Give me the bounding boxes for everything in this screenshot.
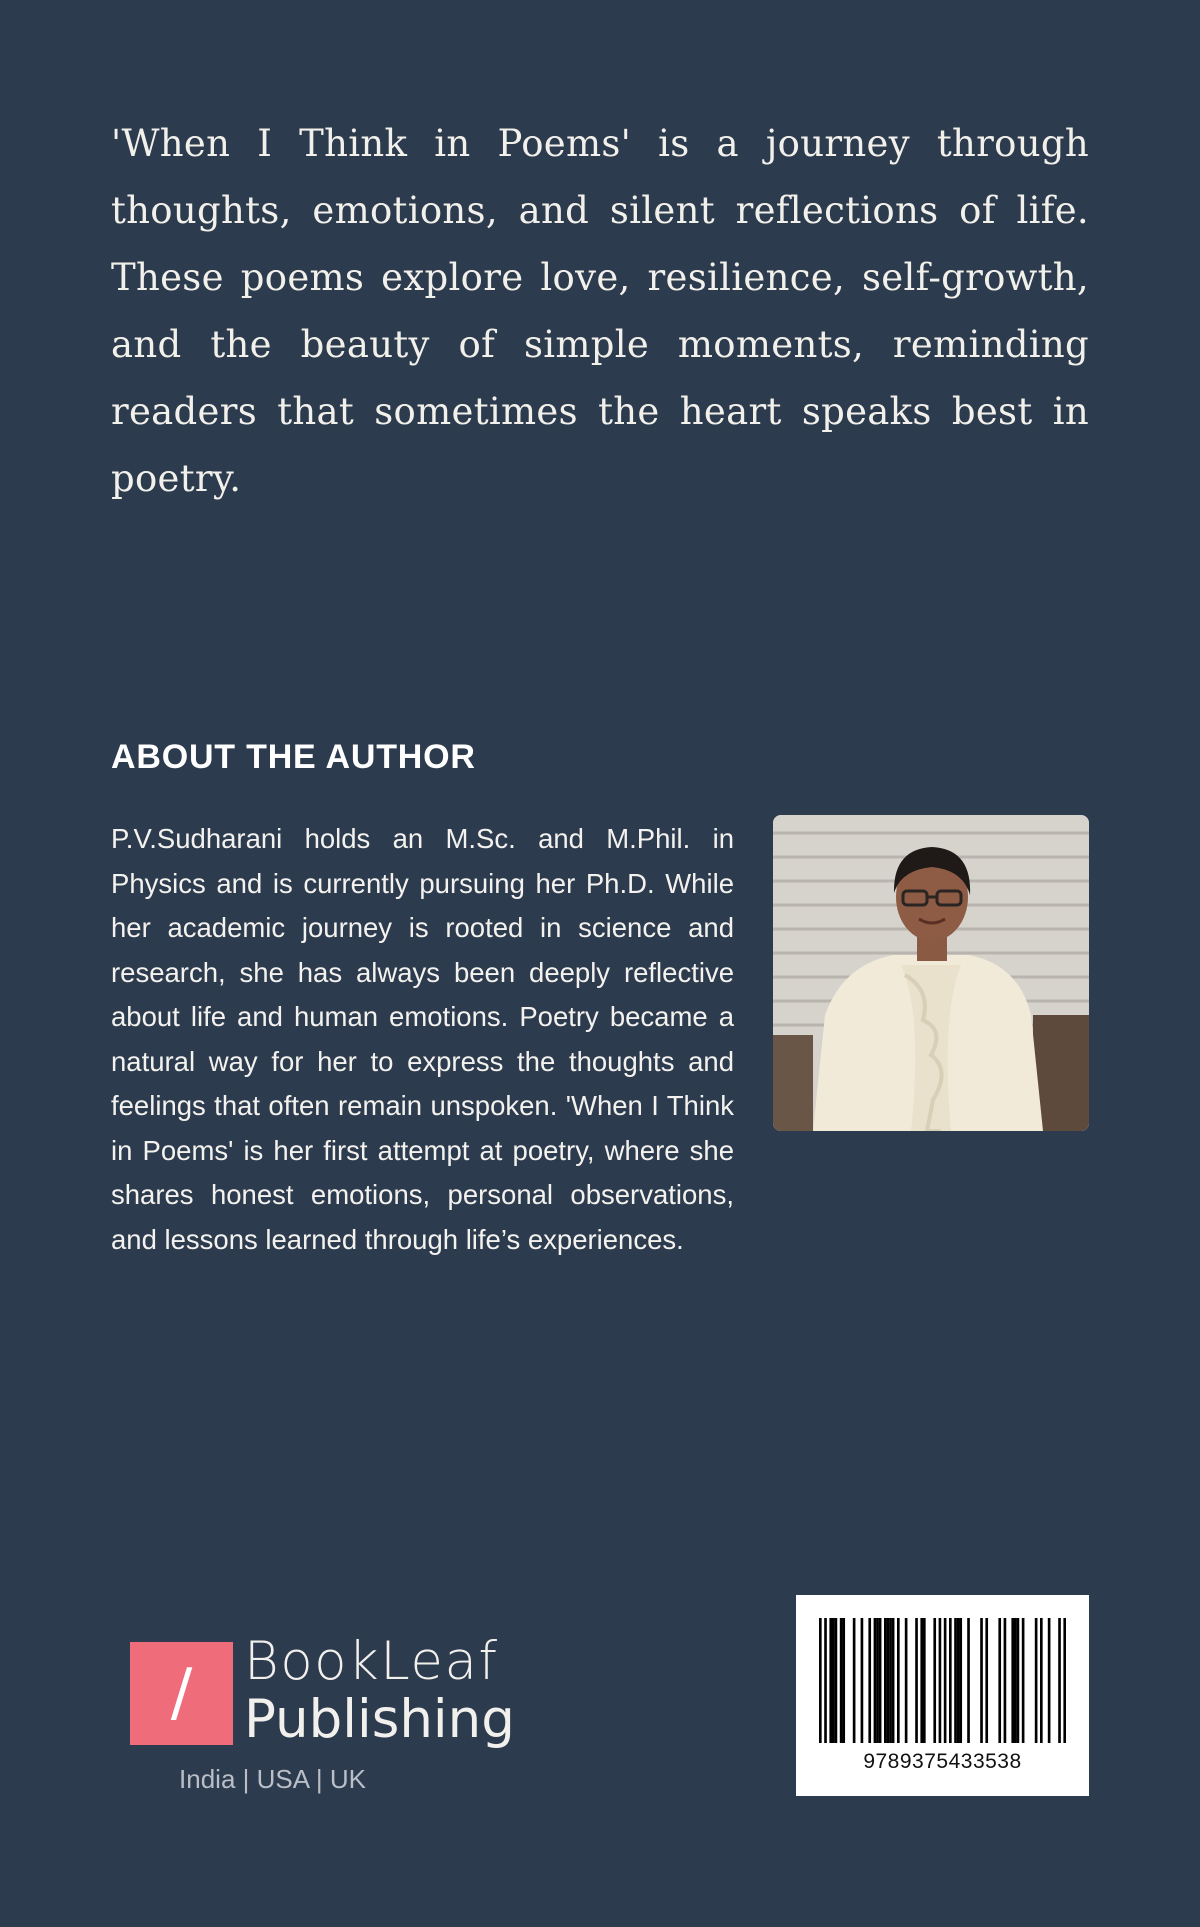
barcode-bar: [1004, 1618, 1007, 1743]
barcode-bar: [980, 1618, 983, 1743]
barcode-bar: [998, 1618, 1001, 1743]
barcode-bar: [959, 1618, 962, 1743]
publisher-name-line2: Publishing: [244, 1689, 515, 1750]
author-bio: P.V.Sudharani holds an M.Sc. and M.Phil. in Physics and is currently pursuing her Ph.D. While her academic journey is rooted in science and research, she has always been deeply reflective about life and human emotions. Poetry became a natural way for her to express the thoughts and feelings that often remain unspoken. 'When I Think in Poems' is her first attempt at poetry, where she shares honest emotions, personal observations, and lessons learned through life’s experiences.: [111, 823, 734, 1255]
publisher-regions: India | USA | UK: [179, 1764, 366, 1794]
barcode-bar: [876, 1618, 879, 1743]
barcode-bar: [967, 1618, 970, 1743]
barcode-bar: [1017, 1618, 1020, 1743]
barcode-bar: [889, 1618, 892, 1743]
barcode-bar: [897, 1618, 900, 1743]
barcode-bar: [887, 1618, 890, 1743]
slash-icon: /: [170, 1656, 193, 1730]
barcode-bar: [949, 1618, 952, 1743]
isbn-barcode: [796, 1595, 1089, 1796]
barcode-bar: [1022, 1618, 1025, 1743]
book-blurb: 'When I Think in Poems' is a journey through thoughts, emotions, and silent reflections of life. These poems explore love, resilience, self-growth, and the beauty of simple moments, reminding readers that sometimes the heart speaks best in poetry.: [111, 122, 1089, 500]
author-photo: [773, 815, 1089, 1131]
barcode-bar: [868, 1618, 871, 1743]
isbn-number: 9789375433538: [863, 1750, 1022, 1773]
barcode-bar: [1058, 1618, 1061, 1743]
barcode-bar: [879, 1618, 882, 1743]
barcode-bar: [835, 1618, 838, 1743]
barcode-bar: [884, 1618, 887, 1743]
barcode-bar: [933, 1618, 936, 1743]
barcode-bars: [819, 1618, 1066, 1743]
barcode-bar: [840, 1618, 843, 1743]
barcode-bar: [824, 1618, 827, 1743]
barcode-bar: [920, 1618, 923, 1743]
barcode-bar: [842, 1618, 845, 1743]
barcode-bar: [985, 1618, 988, 1743]
barcode-bar: [832, 1618, 835, 1743]
barcode-bar: [1040, 1618, 1043, 1743]
barcode-bar: [829, 1618, 832, 1743]
about-author-heading: ABOUT THE AUTHOR: [111, 738, 476, 776]
publisher-name-line1: BookLeaf: [244, 1631, 499, 1692]
barcode-bar: [874, 1618, 877, 1743]
barcode-bar: [819, 1618, 822, 1743]
barcode-bar: [944, 1618, 947, 1743]
barcode-bar: [957, 1618, 960, 1743]
barcode-bar: [853, 1618, 856, 1743]
barcode-bar: [892, 1618, 895, 1743]
barcode-bar: [861, 1618, 864, 1743]
barcode-bar: [915, 1618, 918, 1743]
barcode-bar: [954, 1618, 957, 1743]
barcode-bar: [905, 1618, 908, 1743]
publisher-logo-mark: [130, 1642, 233, 1745]
barcode-bar: [939, 1618, 942, 1743]
barcode-bar: [1048, 1618, 1051, 1743]
barcode-bar: [923, 1618, 926, 1743]
barcode-bar: [1011, 1618, 1014, 1743]
barcode-bar: [1014, 1618, 1017, 1743]
publisher-logo: [130, 1631, 515, 1800]
barcode-bar: [1035, 1618, 1038, 1743]
barcode-bar: [1063, 1618, 1066, 1743]
